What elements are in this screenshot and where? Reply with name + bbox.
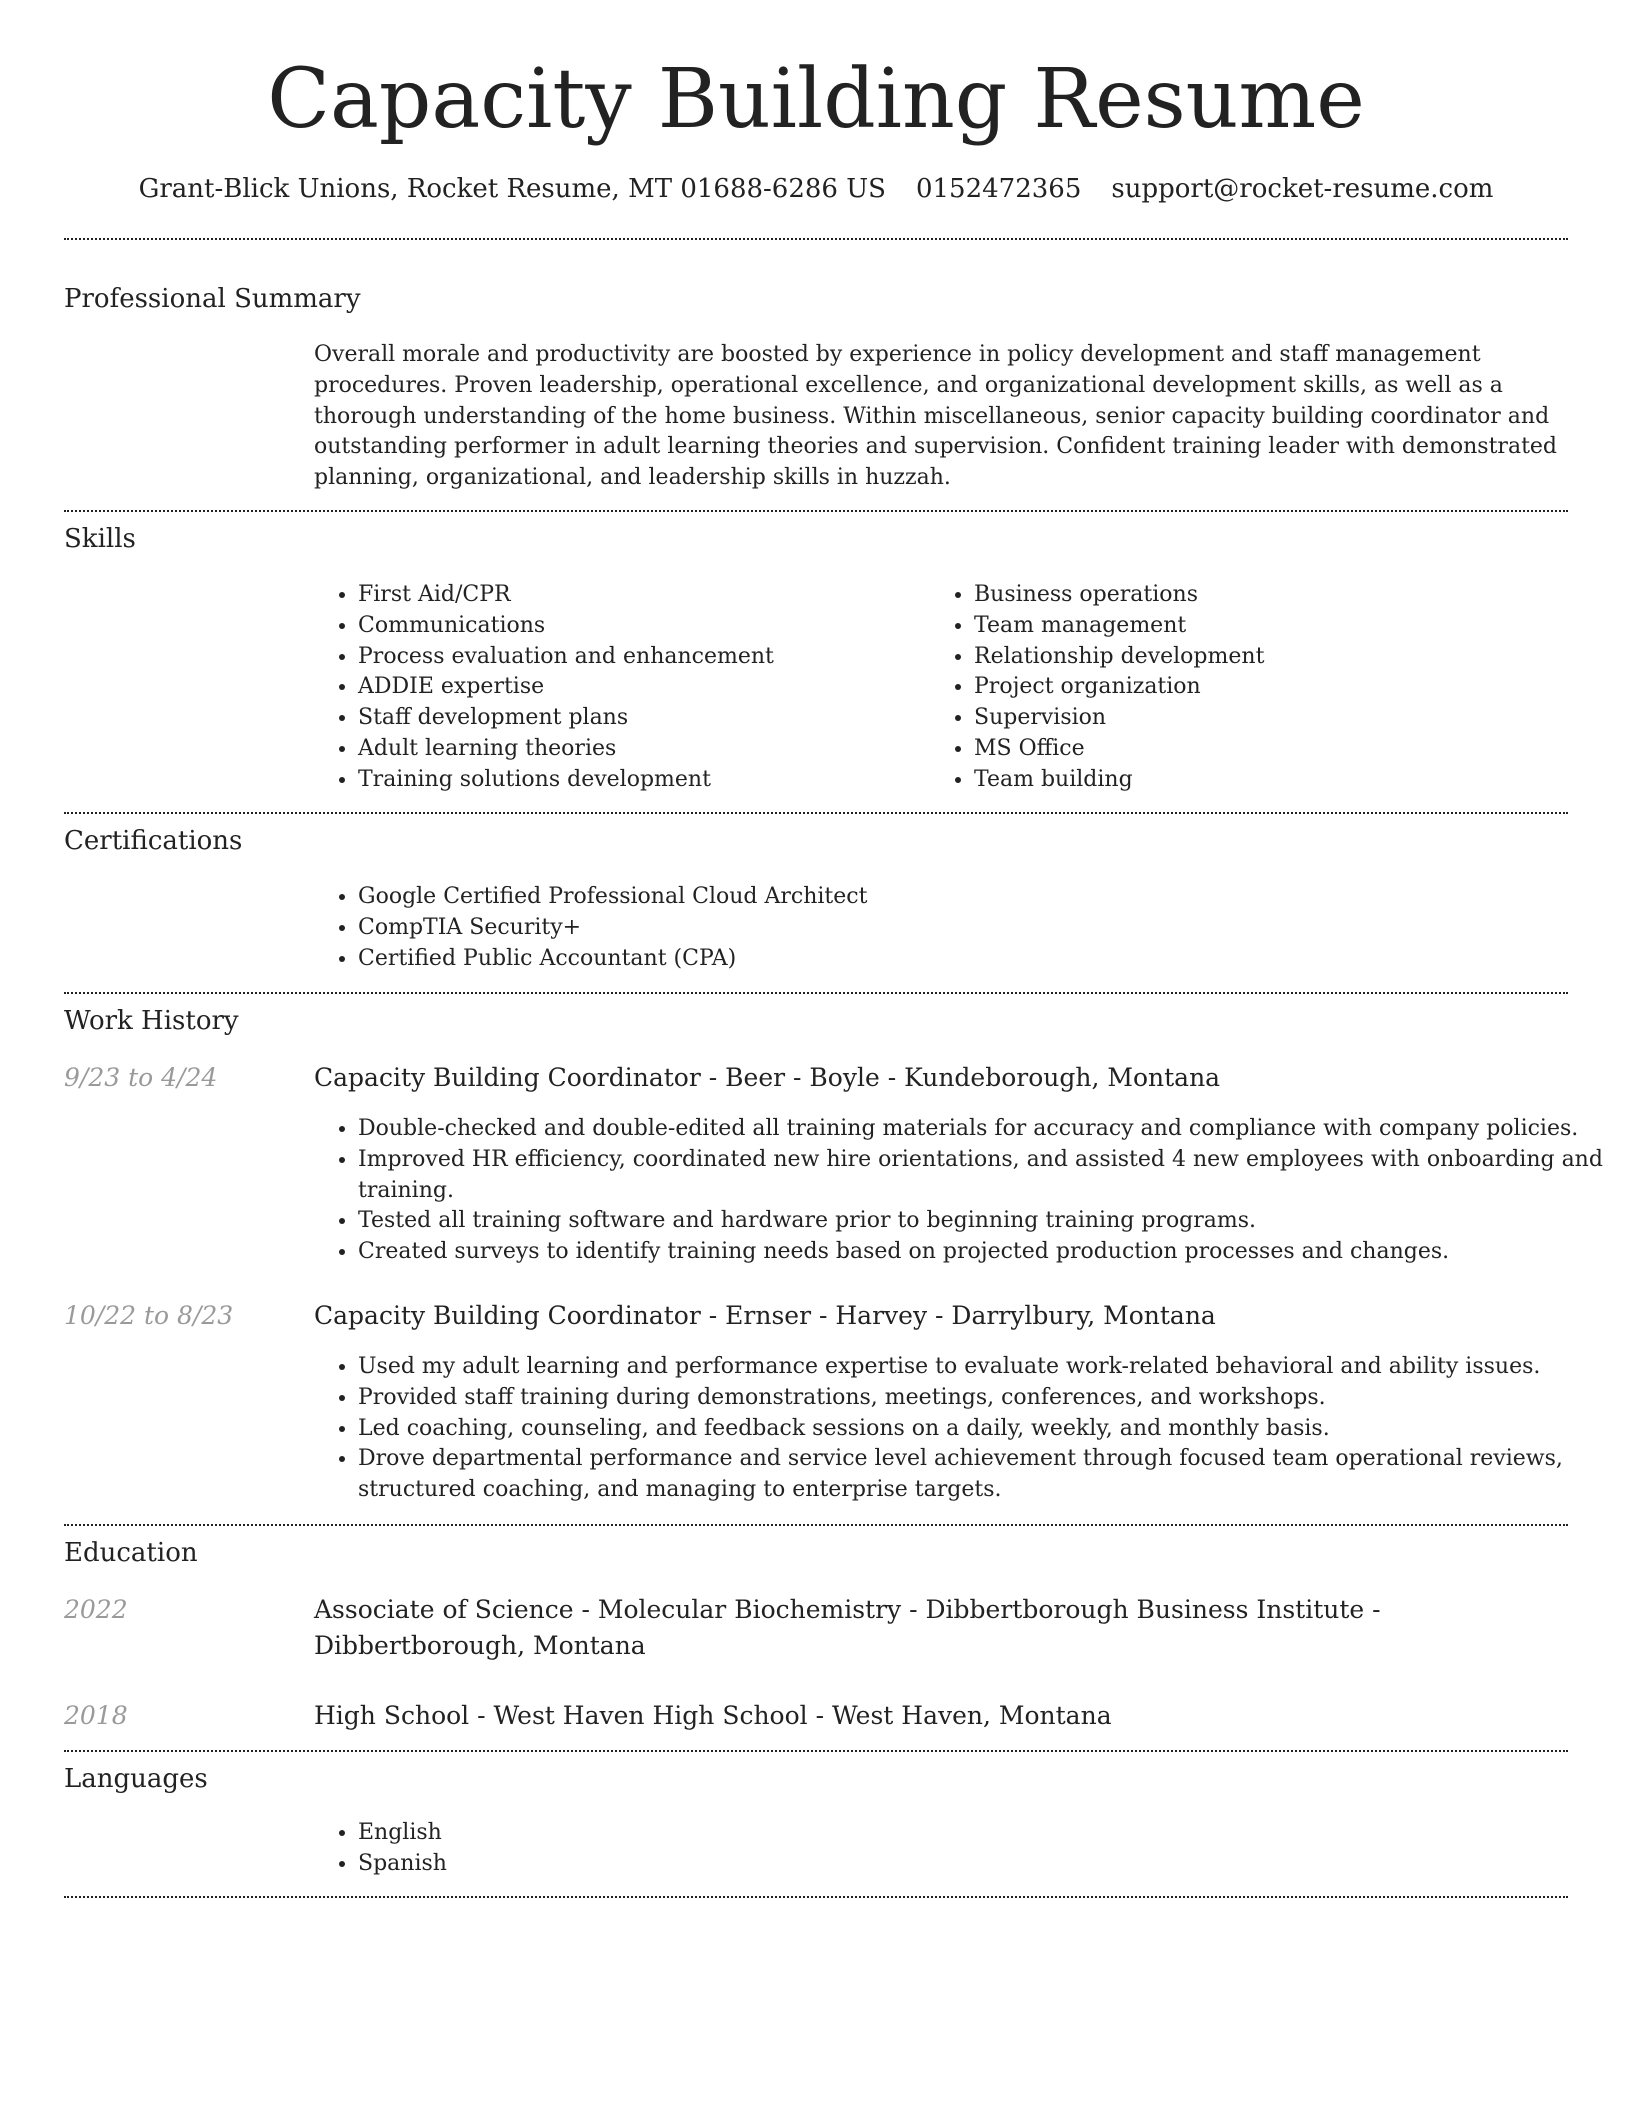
list-item: • Business operations bbox=[974, 580, 1604, 611]
list-item: • Process evaluation and enhancement bbox=[358, 642, 928, 673]
job-dates: 9/23 to 4/24 bbox=[64, 1063, 218, 1092]
summary-text: Overall morale and productivity are boosted by experience in policy development and staff management procedures. Proven leadership, operational excellence, and organizational development skills, as well as a thorough understanding of the home business. Within miscellaneous, senior capacity building coordinator and outstanding performer in adult learning theories and supervision. Confident training leader with demonstrated planning, organizational, and leadership skills in huzzah. bbox=[314, 342, 1558, 491]
contact-line bbox=[0, 172, 1632, 206]
contact-address: Grant-Blick Unions, Rocket Resume, MT 01688-6286 US bbox=[138, 174, 886, 204]
section-title-work: Work History bbox=[64, 1006, 239, 1036]
list-item: • English bbox=[358, 1818, 1558, 1849]
divider bbox=[64, 1896, 1568, 1898]
divider bbox=[64, 1750, 1568, 1752]
education-degree: High School bbox=[314, 1701, 470, 1730]
job-detail: - Ernser - Harvey - Darrylbury, Montana bbox=[700, 1301, 1216, 1330]
section-title-skills: Skills bbox=[64, 524, 136, 554]
job-title bbox=[314, 1298, 1568, 1334]
divider bbox=[64, 510, 1568, 512]
job-bullets bbox=[314, 1114, 1612, 1268]
list-item: • Adult learning theories bbox=[358, 734, 928, 765]
education-degree: Associate of Science - Molecular Biochemistry bbox=[314, 1595, 902, 1624]
divider bbox=[64, 992, 1568, 994]
education-year: 2018 bbox=[64, 1701, 128, 1730]
page-title: Capacity Building Resume bbox=[267, 52, 1365, 147]
divider bbox=[64, 812, 1568, 814]
list-item: • Certified Public Accountant (CPA) bbox=[358, 944, 1558, 975]
education-detail: - West Haven High School - West Haven, Montana bbox=[469, 1701, 1112, 1730]
section-title-languages: Languages bbox=[64, 1764, 208, 1794]
list-item: • Google Certified Professional Cloud Architect bbox=[358, 882, 1558, 913]
list-item: • Training solutions development bbox=[358, 765, 928, 796]
education-detail: - Dibbertborough Business Institute - Dibbertborough, Montana bbox=[314, 1595, 1381, 1660]
list-item: • MS Office bbox=[974, 734, 1604, 765]
contact-email: support@rocket-resume.com bbox=[1111, 174, 1494, 204]
list-item: • Staff development plans bbox=[358, 703, 928, 734]
list-item: • Drove departmental performance and service level achievement through focused team operational reviews, structured coaching, and managing to enterprise targets. bbox=[358, 1444, 1612, 1506]
contact-phone: 0152472365 bbox=[915, 174, 1082, 204]
list-item: • Led coaching, counseling, and feedback sessions on a daily, weekly, and monthly basis. bbox=[358, 1414, 1612, 1445]
list-item: • Provided staff training during demonstrations, meetings, conferences, and workshops. bbox=[358, 1383, 1612, 1414]
section-title-education: Education bbox=[64, 1538, 198, 1568]
list-item: • CompTIA Security+ bbox=[358, 913, 1558, 944]
list-item: • ADDIE expertise bbox=[358, 672, 928, 703]
list-item: • Improved HR efficiency, coordinated new hire orientations, and assisted 4 new employees with onboarding and training. bbox=[358, 1145, 1612, 1207]
education-entry bbox=[314, 1592, 1568, 1664]
list-item: • Communications bbox=[358, 611, 928, 642]
list-item: • Double-checked and double-edited all training materials for accuracy and compliance with company policies. bbox=[358, 1114, 1612, 1145]
skills-list-left bbox=[314, 580, 928, 796]
list-item: • Tested all training software and hardware prior to beginning training programs. bbox=[358, 1206, 1612, 1237]
education-entry bbox=[314, 1698, 1568, 1734]
education-year: 2022 bbox=[64, 1595, 128, 1624]
list-item: • Team management bbox=[974, 611, 1604, 642]
list-item: • First Aid/CPR bbox=[358, 580, 928, 611]
divider bbox=[64, 238, 1568, 240]
section-title-summary: Professional Summary bbox=[64, 284, 361, 314]
list-item: • Relationship development bbox=[974, 642, 1604, 673]
job-dates: 10/22 to 8/23 bbox=[64, 1301, 234, 1330]
certifications-list bbox=[314, 882, 1558, 974]
job-detail: - Beer - Boyle - Kundeborough, Montana bbox=[700, 1063, 1221, 1092]
list-item: • Team building bbox=[974, 765, 1604, 796]
languages-list bbox=[314, 1818, 1558, 1880]
job-role: Capacity Building Coordinator bbox=[314, 1301, 701, 1330]
list-item: • Supervision bbox=[974, 703, 1604, 734]
skills-list-right bbox=[930, 580, 1604, 796]
section-title-certifications: Certifications bbox=[64, 826, 243, 856]
divider bbox=[64, 1524, 1568, 1526]
list-item: • Created surveys to identify training needs based on projected production processes and changes. bbox=[358, 1237, 1612, 1268]
list-item: • Spanish bbox=[358, 1849, 1558, 1880]
job-title bbox=[314, 1060, 1568, 1096]
job-role: Capacity Building Coordinator bbox=[314, 1063, 701, 1092]
list-item: • Used my adult learning and performance expertise to evaluate work-related behavioral and ability issues. bbox=[358, 1352, 1612, 1383]
job-bullets bbox=[314, 1352, 1612, 1506]
list-item: • Project organization bbox=[974, 672, 1604, 703]
